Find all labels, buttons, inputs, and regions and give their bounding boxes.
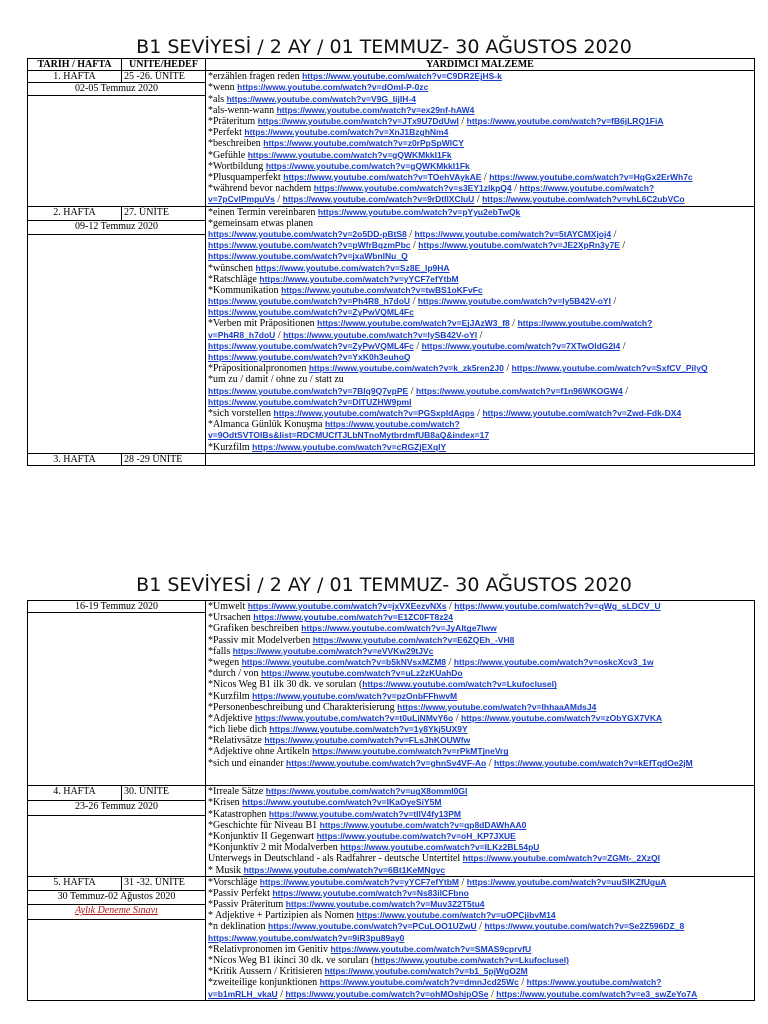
week5-row xyxy=(28,876,755,890)
material-line[interactable]: *Kritik Aussern / Kritisieren https://www.youtube.com/watch?v=b1_5pjWgO2M xyxy=(208,966,528,978)
video-link[interactable]: https://www.youtube.com/watch?v=C9DR2EjHS-k xyxy=(302,71,502,82)
week1-row xyxy=(28,71,755,83)
material-line[interactable]: https://www.youtube.com/watch?v=7Blq9Q7vpPE / https://www.youtube.com/watch?v=f1n96WKOGW4 / xyxy=(208,385,629,397)
week1-label: 1. HAFTA xyxy=(28,71,122,83)
week2-dates: 09-12 Temmuz 2020 xyxy=(28,220,206,234)
material-line[interactable]: *falls https://www.youtube.com/watch?v=eVVKw29tJVc xyxy=(208,645,434,657)
week3-spacer xyxy=(28,613,206,786)
material-line[interactable]: *Ursachen https://www.youtube.com/watch?v=E1ZC0FT8z24 xyxy=(208,612,453,624)
video-link[interactable]: https://www.youtube.com/watch?v=t0uLiNMvY6o xyxy=(254,712,454,723)
material-line[interactable]: *um zu / damit / ohne zu / statt zu xyxy=(208,374,344,386)
material-line[interactable]: *Konjunktiv II Gegenwart https://www.youtube.com/watch?v=oH_KP7JXUE xyxy=(208,830,516,842)
video-link[interactable]: https://www.youtube.com/watch?v=XnJ1BzghNm4 xyxy=(244,127,449,138)
video-link[interactable]: https://www.youtube.com/watch?v=ZyPwVQML4Fc xyxy=(208,340,414,351)
week4-materials xyxy=(206,786,755,877)
video-link[interactable]: https://www.youtube.com/watch?v=EjJAzW3_f8 xyxy=(317,318,510,329)
material-line[interactable]: *Präteritum https://www.youtube.com/watch?v=JTx9U7DdUwI / https://www.youtube.com/watch?v=fB6jLRQ1FiA xyxy=(208,115,664,127)
video-link[interactable]: https://www.youtube.com/watch?v=rPkMTjneVrg xyxy=(312,746,509,757)
material-line[interactable]: * Adjektive + Partizipien als Nomen https://www.youtube.com/watch?v=uOPCjibvM14 xyxy=(208,910,556,922)
week3-cont-row xyxy=(28,601,755,613)
material-line[interactable] xyxy=(208,352,752,363)
video-link[interactable]: v=9OdtSVTOIBs&list=RDCMUCfTJLbNTnoMytbrdmfUB8aQ&index=17 xyxy=(208,430,490,441)
material-line[interactable]: *Ratschläge https://www.youtube.com/watch?v=yYCF7efYtbM xyxy=(208,273,459,285)
material-line[interactable]: *als https://www.youtube.com/watch?v=V9G_IijIH-4 xyxy=(208,93,416,105)
video-link[interactable]: https://www.youtube.com/watch?v=JyAItge7lww xyxy=(301,623,497,634)
video-link[interactable]: https://www.youtube.com/watch?v=9iR3pu89ay0 xyxy=(208,932,405,943)
material-line[interactable] xyxy=(208,397,752,408)
material-line[interactable]: *Irreale Sätze https://www.youtube.com/watch?v=ugX8ommI0GI xyxy=(208,786,468,798)
video-link[interactable]: v=Ph4R8_h7doU xyxy=(208,329,276,340)
week3-materials xyxy=(206,601,755,786)
video-link[interactable]: https://www.youtube.com/watch?v=7XTwOldG2I4 xyxy=(421,340,621,351)
header-row xyxy=(28,59,755,71)
week1-spacer xyxy=(28,95,206,206)
video-link[interactable]: https://www.youtube.com/watch?v=ghnSv4VF-Ao xyxy=(286,757,487,768)
page-title-1: B1 SEVİYESİ / 2 AY / 01 TEMMUZ- 30 AĞUSTOS 2020 xyxy=(136,36,632,58)
material-line[interactable]: *als-wenn-wann https://www.youtube.com/watch?v=ex29nf-hAW4 xyxy=(208,104,475,116)
video-link[interactable]: https://www.youtube.com/watch?v=ugX8ommI0GI xyxy=(265,786,468,797)
material-line[interactable]: *während bevor nachdem https://www.youtube.com/watch?v=s3EY1zlkpQ4 / https://www.youtube.com/watch? xyxy=(208,183,655,195)
material-line[interactable]: https://www.youtube.com/watch?v=pWfrBqzmPbc / https://www.youtube.com/watch?v=JE2XpRn3y7E / xyxy=(208,240,626,252)
video-link[interactable]: https://www.youtube.com/watch?v=V9G_IijIH-4 xyxy=(226,93,416,104)
material-line[interactable]: *Nicos Weg B1 ikinci 30 dk. ve soruları (https://www.youtube.com/watch?v=Lkufoclusel) xyxy=(208,955,569,966)
video-link[interactable]: https://www.youtube.com/watch? xyxy=(517,318,653,329)
video-link[interactable]: https://www.youtube.com/watch?v=PCuLOO1UZwU xyxy=(268,921,477,932)
week5-materials xyxy=(206,876,755,1000)
video-link[interactable]: https://www.youtube.com/watch?v=qWg_sLDCV_U xyxy=(454,601,661,611)
material-line[interactable]: *Präpositionalpronomen https://www.youtube.com/watch?v=k_zk5ren2J0 / https://www.youtube.com/watch?v=SxfCV_PilyQ xyxy=(208,363,708,375)
material-line[interactable]: *beschreiben https://www.youtube.com/watch?v=z0rPpSpWlCY xyxy=(208,138,464,150)
video-link[interactable]: https://www.youtube.com/watch?v=uLz2zKUahDo xyxy=(261,668,463,679)
material-line[interactable]: Unterwegs in Deutschland - als Radfahrer - deutsche Untertitel https://www.youtube.com/watch?v=ZGMt-_2XzQI xyxy=(208,853,660,865)
video-link[interactable]: https://www.youtube.com/watch?v=JE2XpRn3y7E xyxy=(418,240,620,251)
week2-label: 2. HAFTA xyxy=(28,206,122,220)
material-line[interactable]: *Nicos Weg B1 ilk 30 dk. ve soruları (https://www.youtube.com/watch?v=Lkufoclusel) xyxy=(208,679,557,691)
video-link[interactable]: https://www.youtube.com/watch?v=ohMOshipOSe xyxy=(285,988,489,999)
video-link[interactable]: https://www.youtube.com/watch?v=yYCF7efYtbM xyxy=(259,876,459,887)
material-line[interactable]: *Plusquamperfekt https://www.youtube.com/watch?v=TOehVAykAE / https://www.youtube.com/watch?v=HqGx2ErWh7c xyxy=(208,171,693,183)
material-line[interactable]: *erzählen fragen reden https://www.youtube.com/watch?v=C9DR2EjHS-k xyxy=(208,71,502,83)
video-link[interactable]: https://www.youtube.com/watch?v=k_zk5ren2J0 xyxy=(308,363,504,374)
video-link[interactable]: https://www.youtube.com/watch?v=ly5B42V-oYI xyxy=(417,296,611,307)
video-link[interactable]: https://www.youtube.com/watch?v=qp8dDAWhAA0 xyxy=(319,819,527,830)
video-link[interactable]: https://www.youtube.com/watch?v=zObYGX7VKA xyxy=(461,712,663,723)
week5-exam-cell xyxy=(28,905,206,919)
video-link[interactable]: https://www.youtube.com/watch?v=yYCF7efYtbM xyxy=(259,273,459,284)
video-link[interactable]: https://www.youtube.com/watch?v=Lkufoclusel) xyxy=(362,679,557,690)
material-line[interactable]: v=b1mRLH_vkaU / https://www.youtube.com/watch?v=ohMOshipOSe / https://www.youtube.com/watch?v=e3_swZeYo7A xyxy=(208,988,698,1000)
video-link[interactable]: https://www.youtube.com/watch?v=kEfTqdOe2jM xyxy=(494,757,693,768)
video-link[interactable]: https://www.youtube.com/watch?v=dOmI-P-0zc xyxy=(237,82,429,93)
material-line[interactable]: *Adjektive https://www.youtube.com/watch?v=t0uLiNMvY6o / https://www.youtube.com/watch?v=zObYGX7VKA xyxy=(208,712,663,724)
video-link[interactable]: https://www.youtube.com/watch?v=oH_KP7JXUE xyxy=(316,830,516,841)
material-line[interactable]: *wegen https://www.youtube.com/watch?v=b5kNVsxMZM8 / https://www.youtube.com/watch?v=oskcXcv3_1w xyxy=(208,656,654,668)
video-link[interactable]: https://www.youtube.com/watch?v=s3EY1zlkpQ4 xyxy=(313,183,512,194)
week5-exam: Aylık Deneme Sınavı xyxy=(75,905,158,917)
material-line[interactable]: *wünschen https://www.youtube.com/watch?v=Sz8E_lp9HA xyxy=(208,262,450,274)
video-link[interactable]: https://www.youtube.com/watch?v=lySB42V-oYI xyxy=(283,329,478,340)
video-link[interactable]: https://www.youtube.com/watch?v=Se2Z596DZ_8 xyxy=(484,921,685,932)
material-line[interactable] xyxy=(208,251,752,262)
video-link[interactable]: https://www.youtube.com/watch?v=e3_swZeYo7A xyxy=(496,988,698,999)
video-link[interactable]: https://www.youtube.com/watch?v=1y8Ykj5UX9Y xyxy=(269,724,468,735)
material-line[interactable]: *Kurzfilm https://www.youtube.com/watch?v=pzOnbFFhwvM xyxy=(208,690,458,702)
video-link[interactable]: https://www.youtube.com/watch?v=z0rPpSpWlCY xyxy=(263,138,464,149)
material-line[interactable]: *ich liebe dich https://www.youtube.com/watch?v=1y8Ykj5UX9Y xyxy=(208,724,468,736)
video-link[interactable]: https://www.youtube.com/watch?v=f1n96WKOGW4 xyxy=(415,385,623,396)
video-link[interactable]: https://www.youtube.com/watch?v=pWfrBqzmPbc xyxy=(208,240,411,251)
video-link[interactable]: https://www.youtube.com/watch?v=HqGx2ErWh7c xyxy=(489,171,693,182)
video-link[interactable]: v=b1mRLH_vkaU xyxy=(208,988,278,999)
video-link[interactable]: https://www.youtube.com/watch?v=dmnJcd25Wc xyxy=(319,977,519,988)
video-link[interactable]: https://www.youtube.com/watch?v=ILKz2BL54pU xyxy=(340,842,540,853)
video-link[interactable]: v=7pCvlPmpuVs xyxy=(208,194,275,205)
video-link[interactable]: https://www.youtube.com/watch?v=E1ZC0FT8z24 xyxy=(253,612,453,623)
week1-materials xyxy=(206,71,755,206)
week3-label: 3. HAFTA xyxy=(28,453,122,465)
week4-row xyxy=(28,786,755,801)
header-date: TARİH / HAFTA xyxy=(28,59,122,71)
video-link[interactable]: https://www.youtube.com/watch?v=gQWKMkkI1Fk xyxy=(247,149,452,160)
week4-label: 4. HAFTA xyxy=(28,786,122,801)
video-link[interactable]: https://www.youtube.com/watch?v=cRGZjEXqIY xyxy=(252,441,447,452)
week4-spacer xyxy=(28,815,206,876)
material-line[interactable]: *sich und einander https://www.youtube.com/watch?v=ghnSv4VF-Ao / https://www.youtube.com/watch?v=kEfTqdOe2jM xyxy=(208,757,693,769)
video-link[interactable]: https://www.youtube.com/watch?v=E6ZQEh_-VH8 xyxy=(312,634,515,645)
week5-spacer xyxy=(28,919,206,1000)
video-link[interactable]: https://www.youtube.com/watch?v=Muv3Z2T5tu4 xyxy=(285,899,485,910)
video-link[interactable]: https://www.youtube.com/watch? xyxy=(324,419,460,430)
material-line[interactable]: *Relativsätze https://www.youtube.com/watch?v=FLsJhKOUWfw xyxy=(208,735,471,747)
week4-unit: 30. ÜNİTE xyxy=(122,786,206,801)
material-line[interactable]: *gemeinsam etwas planen xyxy=(208,217,313,229)
video-link[interactable]: https://www.youtube.com/watch?v=b5kNVsxMZM8 xyxy=(241,656,447,667)
video-link[interactable]: https://www.youtube.com/watch?v=Ph4R8_h7doU xyxy=(208,296,411,307)
material-line[interactable]: *Adjektive ohne Artikeln https://www.youtube.com/watch?v=rPkMTjneVrg xyxy=(208,746,509,758)
video-link[interactable]: https://www.youtube.com/watch?v=6Bt1KeMNgvc xyxy=(243,864,446,875)
material-line[interactable]: *Kurzfilm https://www.youtube.com/watch?v=cRGZjEXqIY xyxy=(208,441,447,453)
video-link[interactable]: https://www.youtube.com/watch?v=uuSIKZfUguA xyxy=(466,876,667,887)
video-link[interactable]: https://www.youtube.com/watch?v=oskcXcv3_1w xyxy=(453,656,654,667)
week5-dates: 30 Temmuz-02 Ağustos 2020 xyxy=(28,891,206,905)
material-line[interactable] xyxy=(208,307,752,318)
video-link[interactable]: https://www.youtube.com/watch?v=YxK0h3euhoQ xyxy=(208,352,411,362)
week3-unit: 28 -29 ÜNİTE xyxy=(122,453,206,465)
video-link[interactable]: https://www.youtube.com/watch?v=SMAS9cprvfU xyxy=(330,943,532,954)
video-link[interactable]: https://www.youtube.com/watch?v=uOPCjibvM14 xyxy=(356,910,556,921)
schedule-table-1 xyxy=(27,58,755,466)
material-line[interactable]: *Umwelt https://www.youtube.com/watch?v=jxVXEezvNXs / https://www.youtube.com/watch?v=qWg_sLDCV_U xyxy=(208,601,661,612)
material-line[interactable]: https://www.youtube.com/watch?v=Ph4R8_h7doU / https://www.youtube.com/watch?v=ly5B42V-oYI / xyxy=(208,296,617,308)
video-link[interactable]: https://www.youtube.com/watch?v=pYyu2ebTwQk xyxy=(317,206,521,217)
material-line[interactable]: v=Ph4R8_h7doU / https://www.youtube.com/watch?v=lySB42V-oYI / xyxy=(208,329,483,341)
video-link[interactable]: https://www.youtube.com/watch?v=7Blq9Q7vpPE xyxy=(208,385,409,396)
week2-spacer xyxy=(28,234,206,453)
week2-materials xyxy=(206,206,755,453)
video-link[interactable]: https://www.youtube.com/watch?v=lhhaaAMdsJ4 xyxy=(397,701,597,712)
week3-top-empty xyxy=(206,453,755,465)
video-link[interactable]: https://www.youtube.com/watch?v=eVVKw29tJVc xyxy=(232,645,434,656)
week2-unit: 27. ÜNİTE xyxy=(122,206,206,220)
video-link[interactable]: https://www.youtube.com/watch?v=9rDtIlXCIuU xyxy=(282,194,475,205)
video-link[interactable]: https://www.youtube.com/watch?v=jxaWbnlNu_Q xyxy=(208,251,408,262)
video-link[interactable]: https://www.youtube.com/watch?v=TOehVAykAE xyxy=(283,171,482,182)
material-line[interactable]: https://www.youtube.com/watch?v=ZyPwVQML4Fc / https://www.youtube.com/watch?v=7XTwOldG2I4 / xyxy=(208,340,626,352)
video-link[interactable]: https://www.youtube.com/watch?v=vhL6C2ubVCo xyxy=(482,194,685,205)
video-link[interactable]: https://www.youtube.com/watch?v=pzOnbFFhwvM xyxy=(252,690,458,701)
material-line[interactable]: *Almanca Günlük Konuşma https://www.youtube.com/watch? xyxy=(208,419,460,431)
material-line[interactable]: *n deklination https://www.youtube.com/watch?v=PCuLOO1UZwU / https://www.youtube.com/watch?v=Se2Z596DZ_8 xyxy=(208,921,685,933)
material-line[interactable]: *Konjunktiv 2 mit Modalverben https://www.youtube.com/watch?v=ILKz2BL54pU xyxy=(208,842,540,854)
video-link[interactable]: https://www.youtube.com/watch?v=Ns83ilCFbno xyxy=(272,887,469,898)
video-link[interactable]: https://www.youtube.com/watch?v=Lkufoclusel) xyxy=(374,955,569,965)
material-line[interactable]: *Wortbildung https://www.youtube.com/watch?v=gQWKMkkI1Fk xyxy=(208,160,470,172)
week4-dates: 23-26 Temmuz 2020 xyxy=(28,800,206,815)
material-line[interactable]: *Katastrophen https://www.youtube.com/watch?v=tIlV4fy13PM xyxy=(208,808,461,820)
video-link[interactable]: https://www.youtube.com/watch?v=ex29nf-hAW4 xyxy=(276,104,475,115)
material-line[interactable]: *Geschichte für Niveau B1 https://www.youtube.com/watch?v=qp8dDAWhAA0 xyxy=(208,819,527,831)
material-line[interactable]: * Musik https://www.youtube.com/watch?v=6Bt1KeMNgvc xyxy=(208,864,446,876)
week1-dates: 02-05 Temmuz 2020 xyxy=(28,83,206,95)
video-link[interactable]: https://www.youtube.com/watch?v=tIlV4fy13PM xyxy=(268,808,461,819)
material-line[interactable]: *Passiv mit Modelverben https://www.youtube.com/watch?v=E6ZQEh_-VH8 xyxy=(208,634,515,646)
video-link[interactable]: https://www.youtube.com/watch?v=DITUZHW9pmI xyxy=(208,396,412,407)
video-link[interactable]: https://www.youtube.com/watch?v=b1_5pjWgO2M xyxy=(324,966,528,977)
material-line[interactable]: *Relativpronomen im Genitiv https://www.youtube.com/watch?v=SMAS9cprvfU xyxy=(208,943,532,955)
material-line[interactable] xyxy=(208,430,752,441)
video-link[interactable]: https://www.youtube.com/watch?v=2o5DD-pBtS8 xyxy=(208,228,407,239)
material-line[interactable]: *Vorschläge https://www.youtube.com/watch?v=yYCF7efYtbM / https://www.youtube.com/watch?v=uuSIKZfUguA xyxy=(208,876,667,888)
material-line[interactable]: *durch / von https://www.youtube.com/watch?v=uLz2zKUahDo xyxy=(208,668,463,680)
material-line[interactable] xyxy=(208,933,752,944)
week2-row xyxy=(28,206,755,220)
material-line[interactable]: *sich vorstellen https://www.youtube.com/watch?v=PGSxpIdAqps / https://www.youtube.com/watch?v=Zwd-Fdk-DX4 xyxy=(208,407,682,419)
video-link[interactable]: https://www.youtube.com/watch?v=JTx9U7DdUwI xyxy=(257,115,459,126)
video-link[interactable]: https://www.youtube.com/watch?v=jxVXEezvNXs xyxy=(247,601,447,611)
material-line[interactable]: *Personenbeschreibung und Charakterisierung https://www.youtube.com/watch?v=lhhaaAMdsJ4 xyxy=(208,701,597,713)
video-link[interactable]: https://www.youtube.com/watch?v=5tAYCMXjoj4 xyxy=(414,228,612,239)
video-link[interactable]: https://www.youtube.com/watch?v=SxfCV_PilyQ xyxy=(511,363,708,374)
video-link[interactable]: https://www.youtube.com/watch? xyxy=(519,183,655,194)
material-line[interactable]: *Krisen https://www.youtube.com/watch?v=IKaOyeSiY5M xyxy=(208,797,442,809)
material-line[interactable]: *einen Termin vereinbaren https://www.youtube.com/watch?v=pYyu2ebTwQk xyxy=(208,206,521,218)
material-line[interactable]: https://www.youtube.com/watch?v=2o5DD-pBtS8 / https://www.youtube.com/watch?v=5tAYCMXjoj4 / xyxy=(208,228,617,240)
material-line[interactable]: *Perfekt https://www.youtube.com/watch?v=XnJ1BzghNm4 xyxy=(208,127,449,139)
video-link[interactable]: https://www.youtube.com/watch?v=ZGMt-_2XzQI xyxy=(462,853,660,864)
material-line[interactable]: v=7pCvlPmpuVs / https://www.youtube.com/watch?v=9rDtIlXCIuU / https://www.youtube.com/watch?v=vhL6C2ubVCo xyxy=(208,194,685,206)
week5-unit: 31 -32. ÜNİTE xyxy=(122,876,206,890)
week1-unit: 25 -26. ÜNİTE xyxy=(122,71,206,83)
schedule-table-2 xyxy=(27,600,755,1001)
video-link[interactable]: https://www.youtube.com/watch?v=Sz8E_lp9HA xyxy=(255,262,450,273)
page-title-2: B1 SEVİYESİ / 2 AY / 01 TEMMUZ- 30 AĞUSTOS 2020 xyxy=(136,574,632,596)
video-link[interactable]: https://www.youtube.com/watch?v=gQWKMkkI1Fk xyxy=(265,160,470,171)
material-line[interactable]: *Grafiken beschreiben https://www.youtube.com/watch?v=JyAItge7lww xyxy=(208,623,497,635)
video-link[interactable]: https://www.youtube.com/watch?v=twBS1oKFvFc xyxy=(281,284,483,295)
material-line[interactable]: *zweiteilige konjunktionen https://www.youtube.com/watch?v=dmnJcd25Wc / https://www.youtube.com/watch? xyxy=(208,977,662,989)
material-line[interactable]: *Kommunikation https://www.youtube.com/watch?v=twBS1oKFvFc xyxy=(208,284,483,296)
material-line[interactable]: *Verben mit Präpositionen https://www.youtube.com/watch?v=EjJAzW3_f8 / https://www.youtube.com/watch? xyxy=(208,318,653,330)
material-line[interactable]: *Passiv Präteritum https://www.youtube.com/watch?v=Muv3Z2T5tu4 xyxy=(208,899,485,911)
video-link[interactable]: https://www.youtube.com/watch?v=FLsJhKOUWfw xyxy=(264,735,471,746)
week5-label: 5. HAFTA xyxy=(28,876,122,890)
video-link[interactable]: https://www.youtube.com/watch? xyxy=(526,977,662,988)
video-link[interactable]: https://www.youtube.com/watch?v=Zwd-Fdk-DX4 xyxy=(482,407,682,418)
week3-dates: 16-19 Temmuz 2020 xyxy=(28,601,206,613)
video-link[interactable]: https://www.youtube.com/watch?v=fB6jLRQ1FiA xyxy=(466,115,664,126)
week3-row xyxy=(28,453,755,465)
video-link[interactable]: https://www.youtube.com/watch?v=ZyPwVQML4Fc xyxy=(208,307,414,318)
material-line[interactable]: *Passiv Perfekt https://www.youtube.com/watch?v=Ns83ilCFbno xyxy=(208,887,469,899)
video-link[interactable]: https://www.youtube.com/watch?v=PGSxpIdAqps xyxy=(273,407,475,418)
header-unit: ÜNİTE/HEDEF xyxy=(122,59,206,71)
video-link[interactable]: https://www.youtube.com/watch?v=IKaOyeSiY5M xyxy=(242,797,442,808)
material-line[interactable]: *wenn https://www.youtube.com/watch?v=dOmI-P-0zc xyxy=(208,82,429,94)
header-material: YARDIMCI MALZEME xyxy=(206,59,755,71)
material-line[interactable]: *Gefühle https://www.youtube.com/watch?v=gQWKMkkI1Fk xyxy=(208,149,452,161)
